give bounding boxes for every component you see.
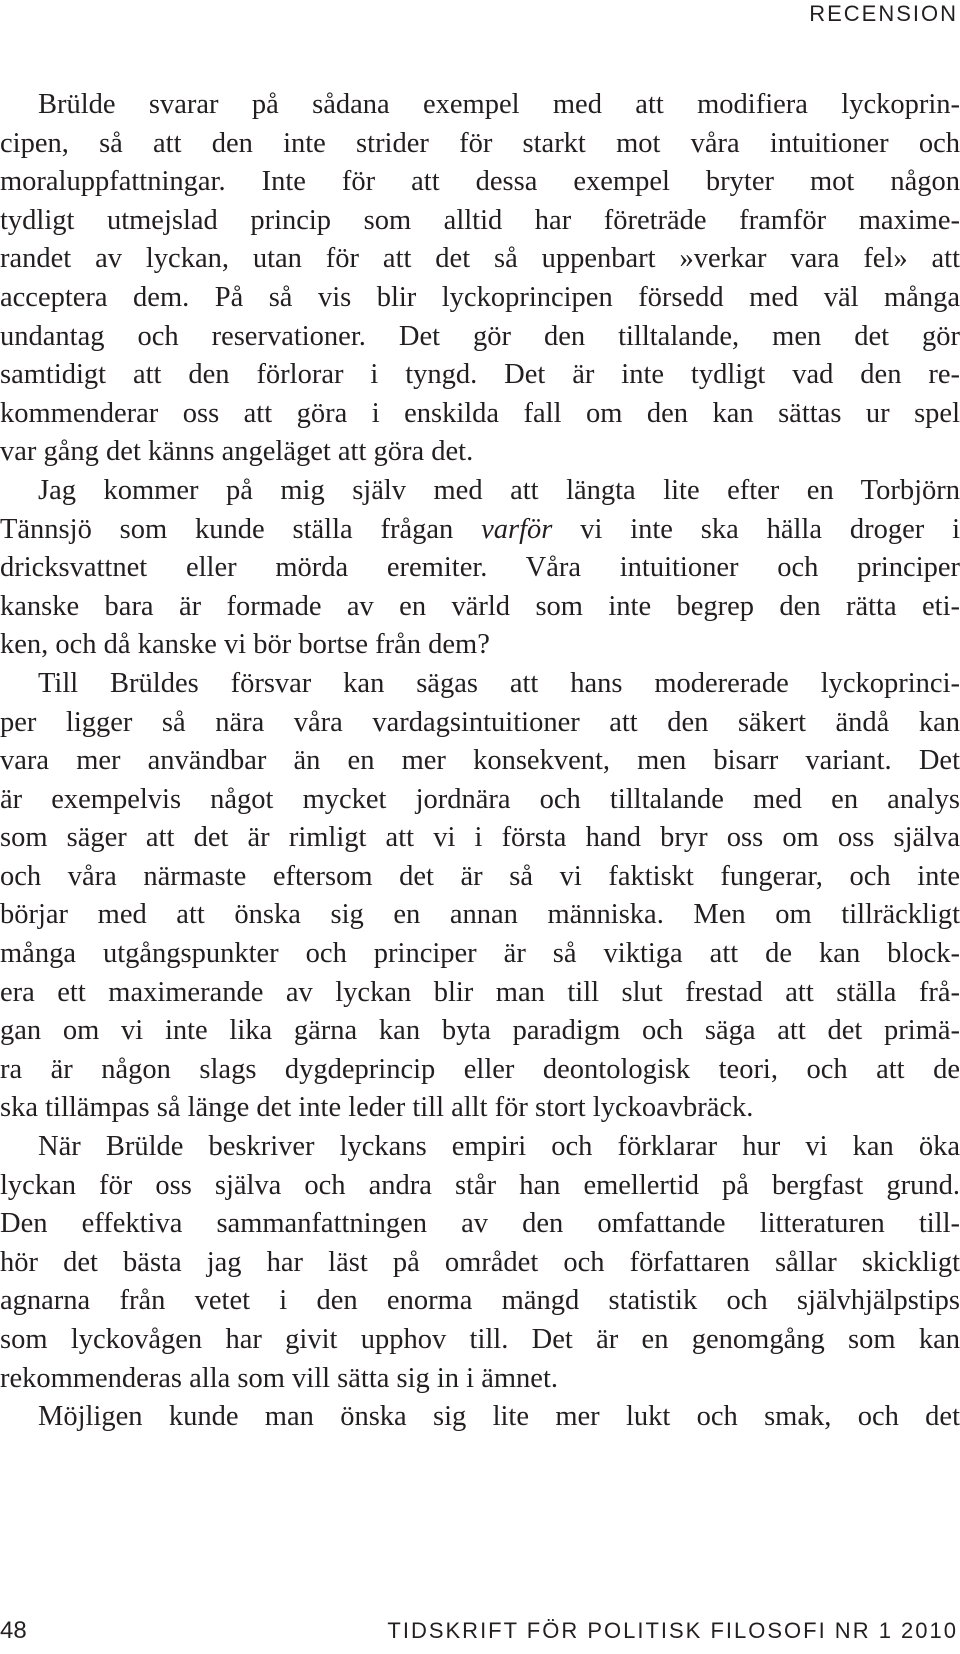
text-line: som säger att det är rimligt att vi i första hand bryr oss om oss själva [0,822,960,854]
text-line: Till Brüldes försvar kan sägas att hans modererade lyckoprinci- [38,667,960,699]
text-line: acceptera dem. På så vis blir lyckoprincipen försedd med väl många [0,281,960,313]
text-segment: vi inte ska hälla droger i [552,513,960,545]
text-line: ken, och då kanske vi bör bortse från dem? [0,629,490,661]
text-line: vara mer användbar än en mer konsekvent, men bisarr variant. Det [0,745,960,777]
journal-title: TIDSKRIFT FÖR POLITISK FILOSOFI NR 1 2010 [387,1618,958,1643]
text-line: Möjligen kunde man önska sig lite mer lukt och smak, och det [38,1401,960,1433]
text-line: Jag kommer på mig själv med att längta lite efter en Torbjörn [38,474,960,506]
text-line: När Brülde beskriver lyckans empiri och förklarar hur vi kan öka [38,1131,960,1163]
text-line: samtidigt att den förlorar i tyngd. Det är inte tydligt vad den re- [0,359,960,391]
text-line: Den effektiva sammanfattningen av den omfattande litteraturen till- [0,1208,960,1240]
text-line: är exempelvis något mycket jordnära och tilltalande med en analys [0,783,960,815]
text-line: cipen, så att den inte strider för starkt mot våra intuitioner och [0,127,960,159]
text-line: ska tillämpas så länge det inte leder till allt för stort lyckoavbräck. [0,1092,754,1124]
text-line: som lyckovågen har givit upphov till. Det är en genomgång som kan [0,1324,960,1355]
text-line: undantag och reservationer. Det gör den tilltalande, men det gör [0,320,960,352]
text-line: tydligt utmejslad princip som alltid har företräde framför maxime- [0,204,960,236]
text-line-with-emphasis [0,511,960,550]
text-line: ra är någon slags dygdeprincip eller deontologisk teori, och att de [0,1053,960,1085]
text-segment: Tännsjö som kunde ställa frågan [0,513,482,545]
text-line: många utgångspunkter och principer är så viktiga att de kan block- [0,938,960,970]
text-line: rekommenderas alla som vill sätta sig in i ämnet. [0,1362,558,1394]
text-line: kanske bara är formade av en värld som inte begrep den rätta eti- [0,590,960,622]
text-line: randet av lyckan, utan för att det så uppenbart »verkar vara fel» att [0,243,960,275]
text-line: era ett maximerande av lyckan blir man till slut frestad att ställa frå- [0,976,960,1008]
text-line: Brülde svarar på sådana exempel med att modifiera lyckoprin- [38,89,960,120]
text-line: var gång det känns angeläget att göra det. [0,436,474,468]
text-line: lyckan för oss själva och andra står han emellertid på bergfast grund. [0,1169,960,1201]
body-text [0,86,960,1437]
text-line: dricksvattnet eller mörda eremiter. Våra intuitioner och principer [0,552,960,584]
text-line: gan om vi inte lika gärna kan byta paradigm och säga att det primä- [0,1015,960,1047]
running-head: RECENSION [809,1,958,26]
text-line: agnarna från vetet i den enorma mängd statistik och självhjälpstips [0,1285,960,1317]
text-line: moraluppfattningar. Inte för att dessa exempel bryter mot någon [0,166,960,198]
text-line: börjar med att önska sig en annan människa. Men om tillräckligt [0,899,960,931]
text-line: kommenderar oss att göra i enskilda fall om den kan sättas ur spel [0,397,960,429]
emphasized-word: varför [481,513,553,545]
text-line: per ligger så nära våra vardagsintuitioner att den säkert ändå kan [0,706,960,738]
page-number: 48 [0,1617,27,1644]
text-line: och våra närmaste eftersom det är så vi faktiskt fungerar, och inte [0,860,960,892]
text-line: hör det bästa jag har läst på området och författaren sållar skickligt [0,1246,960,1278]
